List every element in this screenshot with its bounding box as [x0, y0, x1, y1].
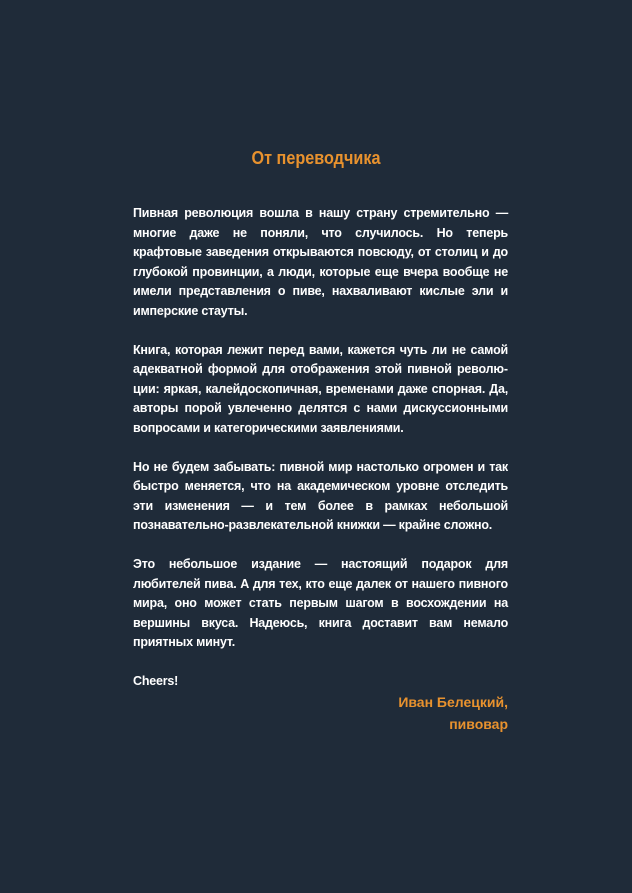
paragraph-4: Это небольшое издание — настоящий подарок для любителей пива. А для тех, кто еще далек от нашего пивного мира, оно может стать первым шагом в восхождении на вершины вкуса. Надеюсь, книга доставит вам немало приятных минут.	[133, 557, 508, 649]
signature-name: Иван Белецкий,	[398, 694, 508, 710]
paragraph-3: Но не будем забывать: пивной мир настолько огромен и так быстро меняется, что на академическом уровне отследить эти изменения — и тем более в рамках небольшой познавательно-развлекательной книжки — крайне сложно.	[133, 459, 508, 532]
paragraph-2: Книга, которая лежит перед вами, кажется чуть ли не самой адекватной формой для отображения этой пивной революции: яркая, калейдоскопичная, временами даже спорная. Да, авторы порой увлеченно делятся с нами дискуссионными вопросами и категорическими заявлениями.	[133, 342, 508, 435]
closing-cheers: Cheers!	[133, 674, 179, 688]
paragraph-1: Пивная революция вошла в нашу страну стремительно — многие даже не поняли, что случилось. Но теперь крафтовые заведения открываются повсюду, от столиц и до глубокой провинции, а люди, которые еще вчера вообще не имели представления о пиве, нахваливают кислые эли и имперские стауты.	[133, 206, 508, 318]
page-title: От переводчика	[251, 148, 381, 168]
signature-role: пивовар	[449, 716, 508, 732]
body-text	[133, 204, 508, 711]
signature	[133, 691, 508, 735]
